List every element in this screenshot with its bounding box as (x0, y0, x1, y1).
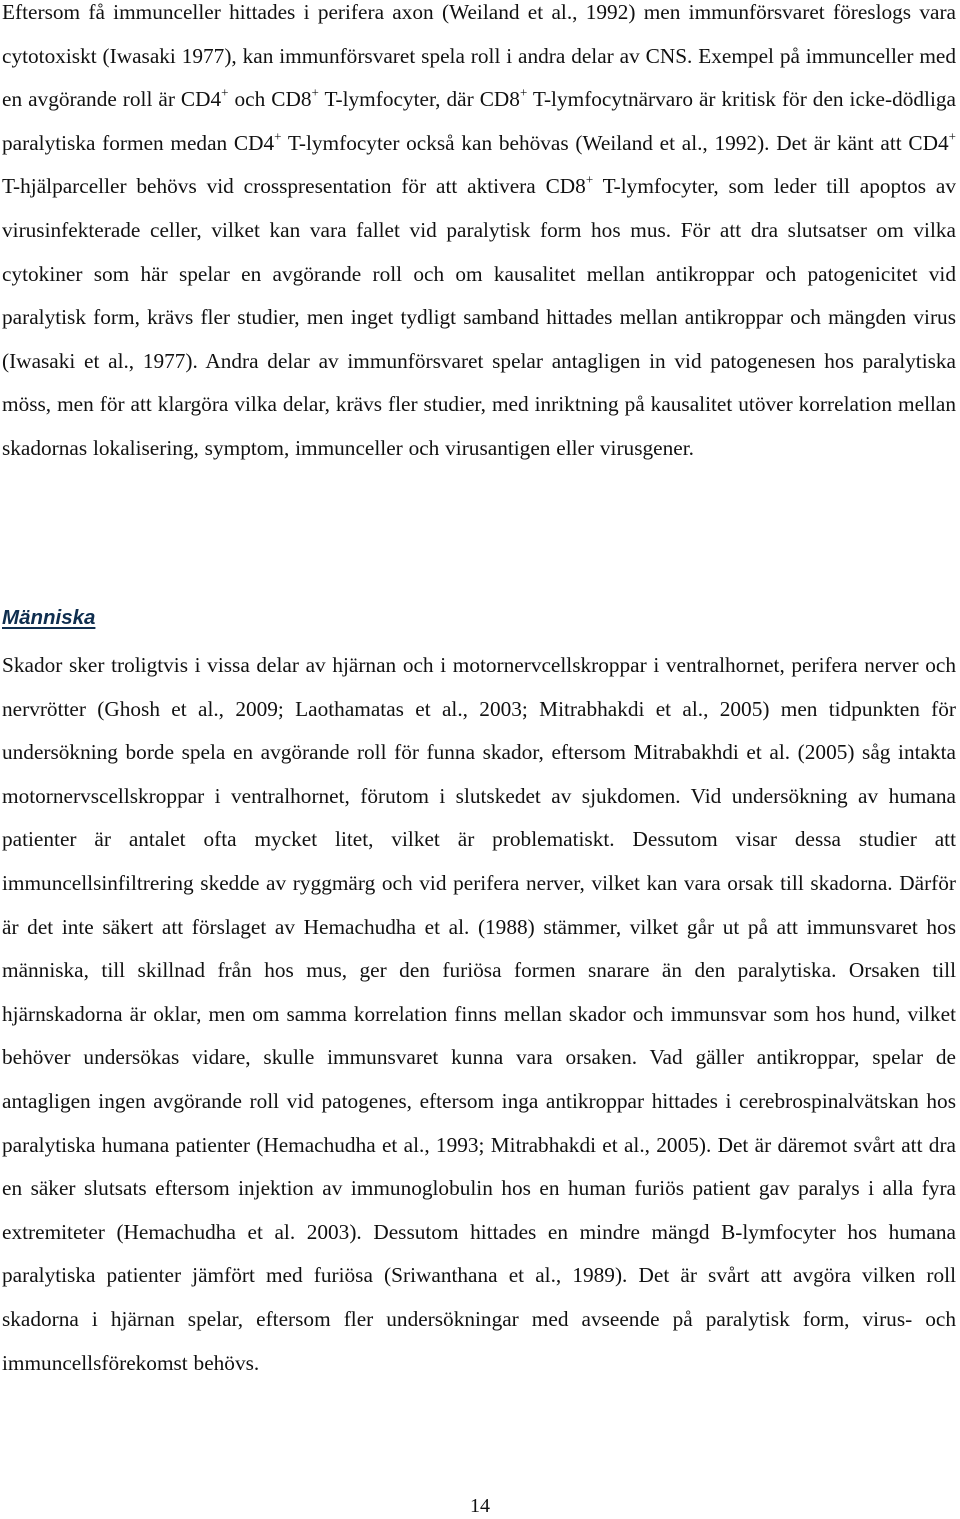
superscript: + (274, 128, 282, 144)
superscript-plus (221, 84, 229, 111)
paragraph-human-damage: Skador sker troligtvis i vissa delar av hjärnan och i motornervcellskroppar i ventralhornet, perifera nerver och nervrötter (Ghosh et al., 2009; Laothamatas et al., 2003; Mitrabhakdi et al., 2005) men tidpunkten för undersökning borde spela en avgörande roll för funna skador, eftersom Mitrabakhdi et al. (2005) såg intakta motornervscellskroppar i ventralhornet, förutom i slutskedet av sjukdomen. Vid undersökning av humana patienter är antalet ofta mycket litet, vilket är problematiskt. Dessutom visar dessa studier att immuncellsinfiltrering skedde av ryggmärg och vid perifera nerver, vilket kan vara orsak till skadorna. Därför är det inte säkert att förslaget av Hemachudha et al. (1988) stämmer, vilket går ut på att immunsvaret hos människa, till skillnad från hos mus, ger den furiösa formen snarare än den paralytiska. Orsaken till hjärnskadorna är oklar, men om samma korrelation finns mellan skador och immunsvar som hos hund, vilket behöver undersökas vidare, skulle immunsvaret kunna vara orsaken. Vad gäller antikroppar, spelar de antagligen ingen avgörande roll vid patogenes, eftersom inga antikroppar hittades i cerebrospinalvätskan hos paralytiska humana patienter (Hemachudha et al., 1993; Mitrabhakdi et al., 2005). Det är däremot svårt att dra en säker slutsats eftersom injektion av immunoglobulin hos en human furiös patient gav paralys i alla fyra extremiteter (Hemachudha et al. 2003). Dessutom hittades en mindre mängd B-lymfocyter hos humana paralytiska patienter jämfört med furiösa (Sriwanthana et al., 1989). Det är svårt att avgöra vilken roll skadorna i hjärnan spelar, eftersom fler undersökningar med avseende på paralytisk form, virus- och immuncellsförekomst behövs. (2, 653, 956, 1375)
superscript-plus (311, 84, 319, 111)
page-number: 14 (470, 1495, 490, 1517)
paragraph-immune-cells-cns (2, 0, 956, 471)
superscript: + (311, 84, 319, 100)
text-segment: Eftersom få immunceller hittades i perifera axon (Weiland et al., 1992) men immunförsvaret föreslogs vara cytotoxiskt (Iwasaki 1977), kan immunförsvaret spela roll i andra delar av CNS. Exempel på immunceller med en avgörande roll är CD4 (2, 0, 956, 112)
superscript: + (948, 128, 956, 144)
superscript: + (585, 171, 594, 187)
superscript: + (519, 84, 528, 100)
superscript: + (221, 84, 229, 100)
text-segment: T-lymfocyter, som leder till apoptos av virusinfekterade celler, vilket kan vara fallet vid paralytisk form hos mus. För att dra slutsatser om vilka cytokiner som här spelar en avgörande roll och om kausalitet mellan antikroppar och patogenicitet vid paralytisk form, krävs fler studier, men inget tydligt samband hittades mellan antikroppar och mängden virus (Iwasaki et al., 1977). Andra delar av immunförsvaret spelar antagligen in vid patogenesen hos paralytiska möss, men för att klargöra vilka delar, krävs fler studier, med inriktning på kausalitet utöver korrelation mellan skadornas lokalisering, symptom, immunceller och virusantigen eller virusgener. (2, 174, 956, 460)
text-segment: T-lymfocyter också kan behövas (Weiland et al., 1992). Det är känt att CD4 (281, 130, 949, 155)
section-heading-manniska: Människa (2, 606, 96, 629)
superscript-plus (948, 128, 956, 155)
text-segment: T-hjälparceller behövs vid crosspresentation för att aktivera CD8 (2, 174, 586, 199)
text-segment: och CD8 (228, 87, 312, 112)
text-segment: T-lymfocyter, där CD8 (318, 87, 520, 112)
text-segment: T-lymfocytnärvaro är kritisk för den icke-dödliga paralytiska formen medan CD4 (2, 87, 956, 155)
